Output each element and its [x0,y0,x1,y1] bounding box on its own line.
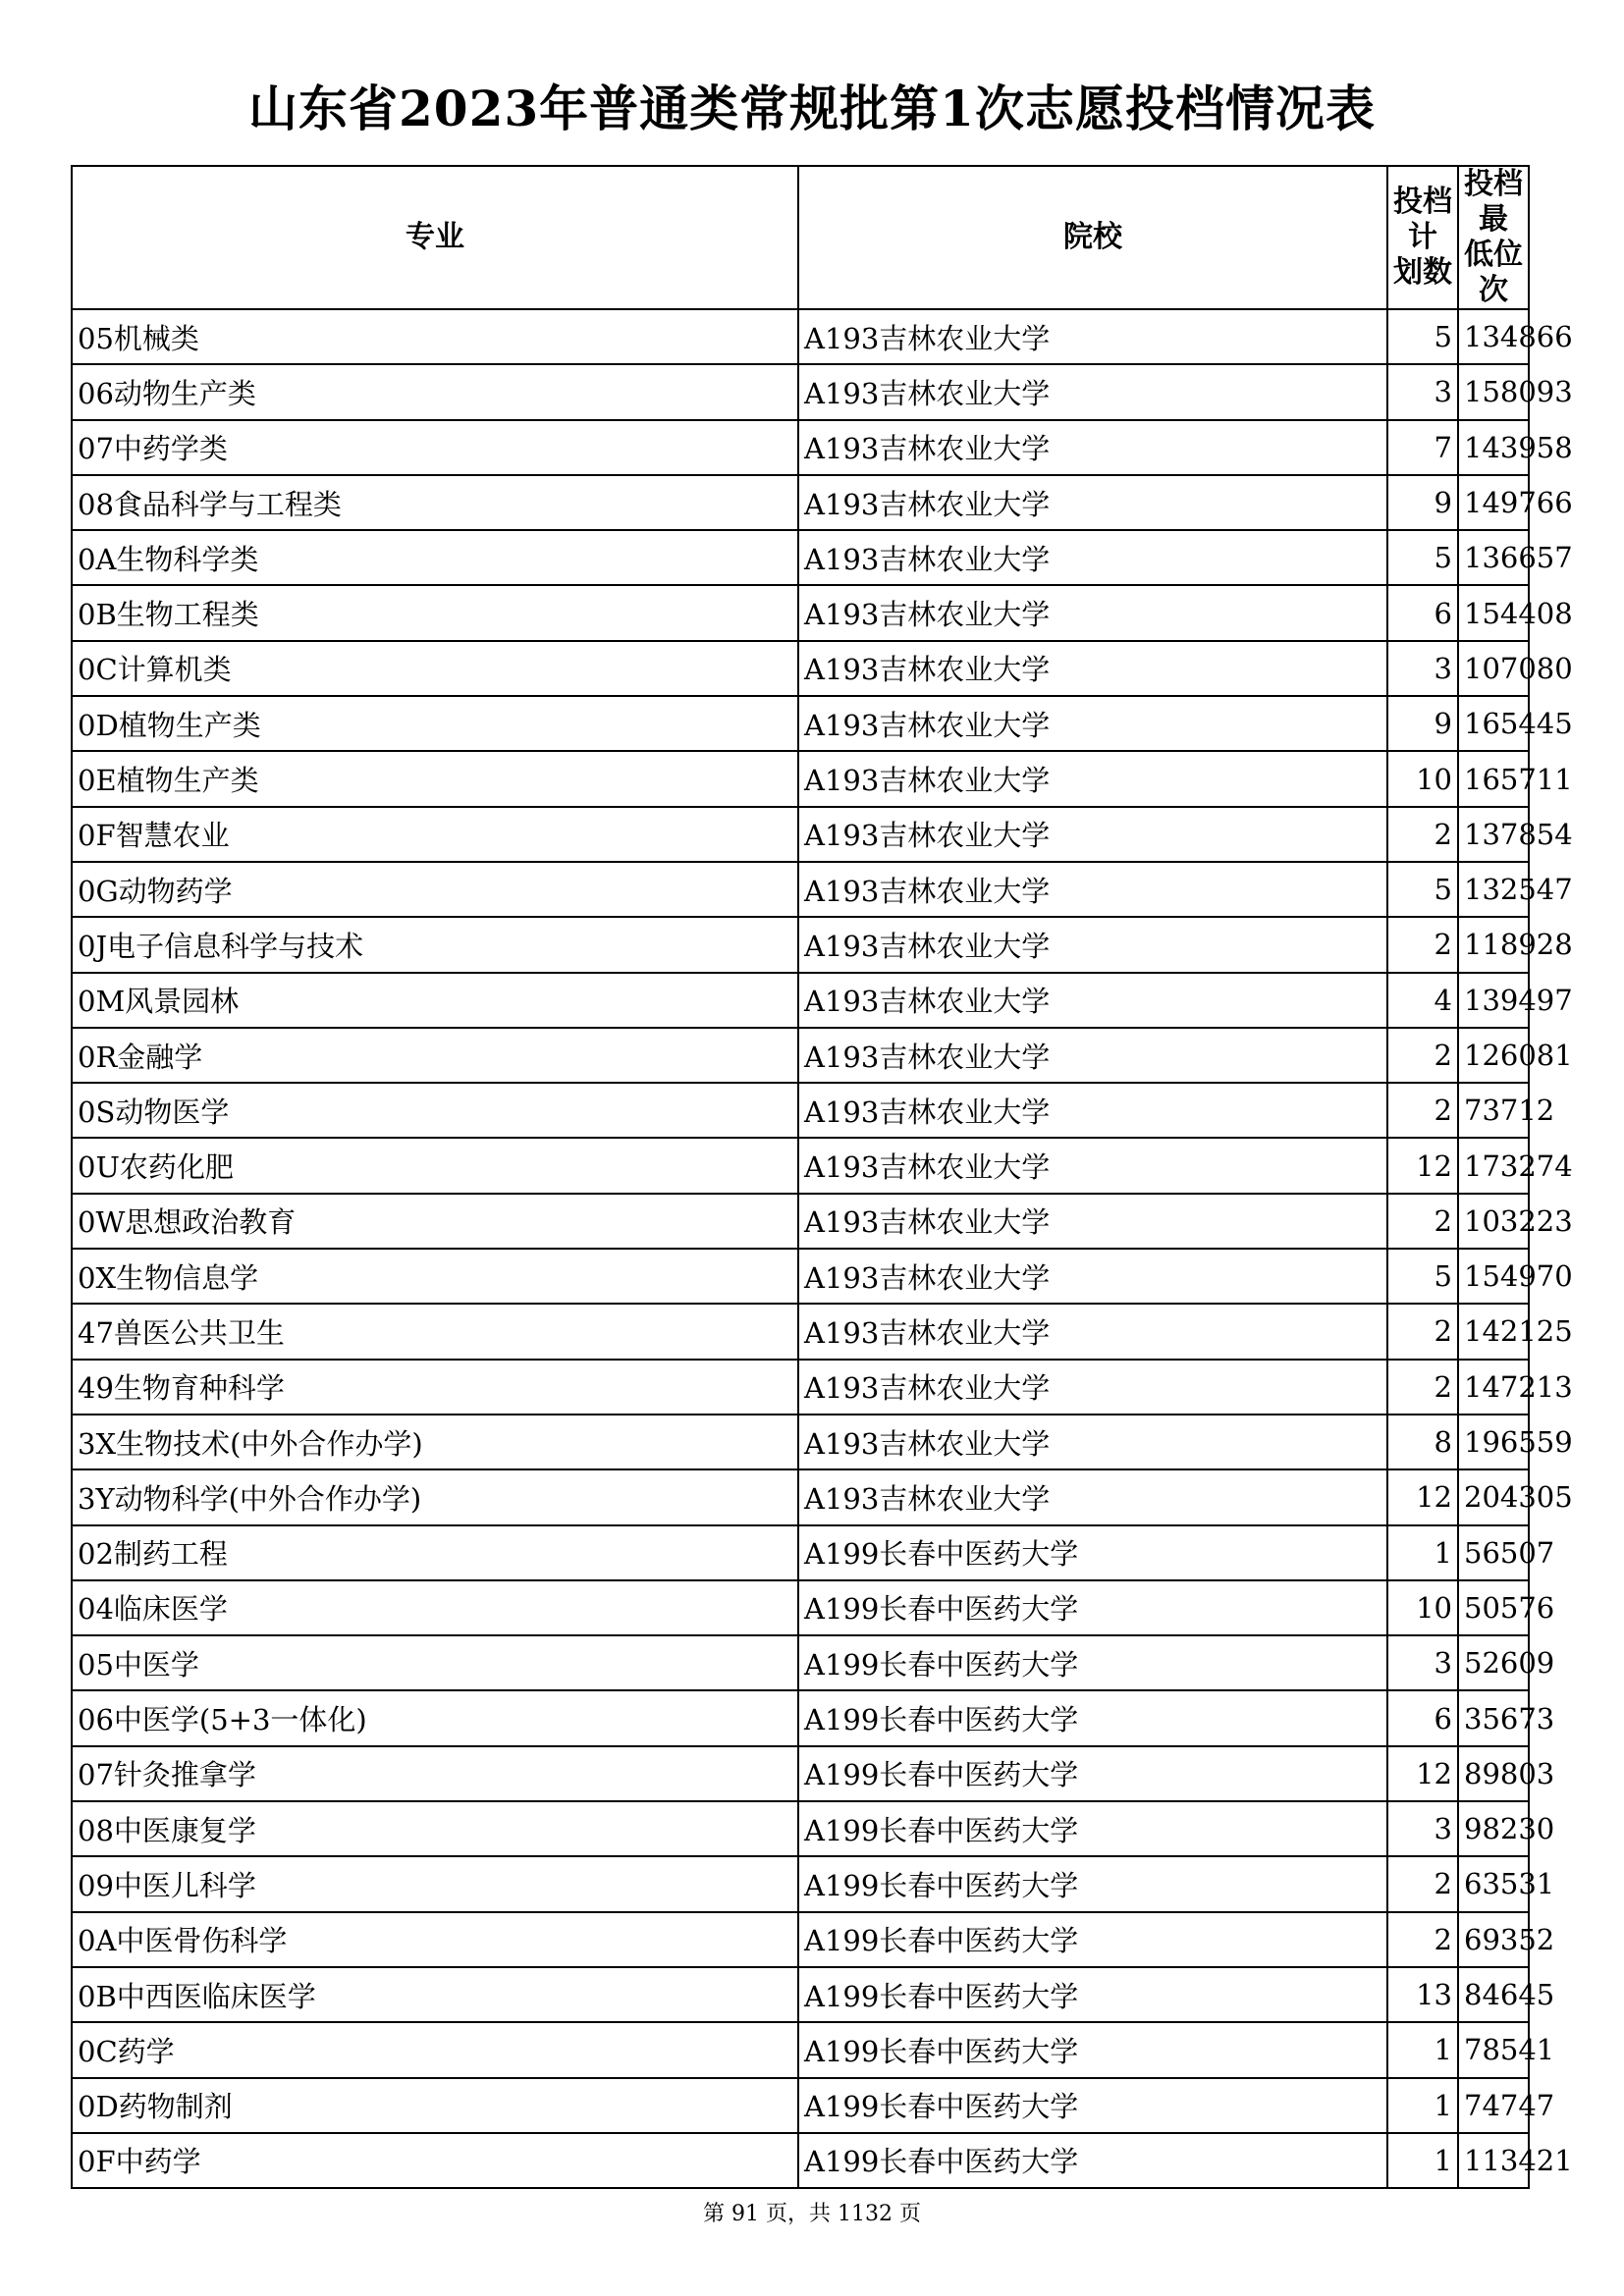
table-row [72,1580,1529,1635]
cell-major: 0B生物工程类 [72,585,798,640]
cell-plan: 4 [1387,973,1458,1028]
cell-school: A193吉林农业大学 [798,1083,1387,1138]
cell-plan: 2 [1387,807,1458,862]
cell-plan: 12 [1387,1469,1458,1524]
cell-plan: 5 [1387,309,1458,364]
cell-school: A199长春中医药大学 [798,1635,1387,1690]
cell-major: 0F智慧农业 [72,807,798,862]
cell-plan: 7 [1387,420,1458,475]
cell-plan: 2 [1387,1856,1458,1911]
cell-rank: 173274 [1458,1138,1529,1193]
cell-plan: 2 [1387,1912,1458,1967]
cell-school: A193吉林农业大学 [798,1194,1387,1249]
table-row [72,1801,1529,1856]
header-rank: 投档最 低位次 [1458,166,1529,309]
cell-plan: 10 [1387,1580,1458,1635]
cell-plan: 1 [1387,2078,1458,2133]
cell-school: A193吉林农业大学 [798,364,1387,419]
cell-major: 3Y动物科学(中外合作办学) [72,1469,798,1524]
cell-major: 0C计算机类 [72,641,798,696]
cell-rank: 142125 [1458,1304,1529,1359]
table-row [72,696,1529,751]
cell-school: A193吉林农业大学 [798,530,1387,585]
cell-school: A193吉林农业大学 [798,1360,1387,1415]
cell-major: 0J电子信息科学与技术 [72,917,798,972]
table-row [72,1967,1529,2022]
table-header-row [72,166,1529,309]
table-row [72,530,1529,585]
cell-rank: 165445 [1458,696,1529,751]
cell-school: A193吉林农业大学 [798,1138,1387,1193]
table-row [72,2078,1529,2133]
cell-plan: 2 [1387,1194,1458,1249]
cell-rank: 204305 [1458,1469,1529,1524]
cell-plan: 2 [1387,1304,1458,1359]
cell-plan: 6 [1387,1690,1458,1745]
cell-school: A199长春中医药大学 [798,1912,1387,1967]
cell-school: A193吉林农业大学 [798,751,1387,806]
cell-major: 02制药工程 [72,1525,798,1580]
cell-school: A199长春中医药大学 [798,1690,1387,1745]
cell-plan: 2 [1387,1360,1458,1415]
table-row [72,1194,1529,1249]
cell-plan: 9 [1387,696,1458,751]
table-body [72,309,1573,2188]
cell-major: 0D植物生产类 [72,696,798,751]
cell-plan: 6 [1387,585,1458,640]
table-row [72,364,1529,419]
cell-plan: 9 [1387,475,1458,530]
cell-rank: 139497 [1458,973,1529,1028]
cell-school: A199长春中医药大学 [798,1746,1387,1801]
cell-plan: 1 [1387,2133,1458,2188]
cell-school: A193吉林农业大学 [798,1249,1387,1304]
cell-rank: 154408 [1458,585,1529,640]
cell-plan: 3 [1387,1801,1458,1856]
admission-table [71,165,1573,2189]
cell-rank: 137854 [1458,807,1529,862]
cell-school: A193吉林农业大学 [798,696,1387,751]
cell-major: 08中医康复学 [72,1801,798,1856]
cell-rank: 35673 [1458,1690,1529,1745]
cell-rank: 132547 [1458,862,1529,917]
cell-rank: 134866 [1458,309,1529,364]
cell-major: 05中医学 [72,1635,798,1690]
cell-major: 0M风景园林 [72,973,798,1028]
cell-major: 49生物育种科学 [72,1360,798,1415]
table-row [72,420,1529,475]
table-row [72,1469,1529,1524]
table-row [72,862,1529,917]
cell-major: 07针灸推拿学 [72,1746,798,1801]
cell-major: 0C药学 [72,2022,798,2077]
table-row [72,1912,1529,1967]
table-row [72,917,1529,972]
cell-major: 0D药物制剂 [72,2078,798,2133]
table-row [72,2022,1529,2077]
table-row [72,1856,1529,1911]
cell-rank: 98230 [1458,1801,1529,1856]
cell-rank: 56507 [1458,1525,1529,1580]
table-row [72,1138,1529,1193]
cell-major: 0S动物医学 [72,1083,798,1138]
cell-major: 0B中西医临床医学 [72,1967,798,2022]
table-row [72,1525,1529,1580]
page-title: 山东省2023年普通类常规批第1次志愿投档情况表 [248,80,1376,137]
cell-school: A193吉林农业大学 [798,862,1387,917]
cell-school: A199长春中医药大学 [798,1801,1387,1856]
cell-school: A193吉林农业大学 [798,917,1387,972]
cell-plan: 3 [1387,364,1458,419]
cell-school: A199长春中医药大学 [798,1525,1387,1580]
cell-rank: 196559 [1458,1415,1529,1469]
cell-rank: 143958 [1458,420,1529,475]
cell-major: 07中药学类 [72,420,798,475]
cell-rank: 154970 [1458,1249,1529,1304]
cell-rank: 158093 [1458,364,1529,419]
cell-school: A193吉林农业大学 [798,420,1387,475]
table-row [72,973,1529,1028]
cell-major: 06中医学(5+3一体化) [72,1690,798,1745]
cell-school: A199长春中医药大学 [798,1967,1387,2022]
table-row [72,1746,1529,1801]
page-footer: 第 91 页，共 1132 页 [703,2202,921,2226]
cell-rank: 126081 [1458,1028,1529,1083]
cell-school: A193吉林农业大学 [798,807,1387,862]
cell-plan: 2 [1387,917,1458,972]
cell-plan: 3 [1387,641,1458,696]
cell-plan: 2 [1387,1083,1458,1138]
header-school: 院校 [798,166,1387,309]
table-row [72,1360,1529,1415]
table-row [72,1249,1529,1304]
cell-rank: 73712 [1458,1083,1529,1138]
cell-major: 04临床医学 [72,1580,798,1635]
cell-school: A199长春中医药大学 [798,2022,1387,2077]
cell-rank: 89803 [1458,1746,1529,1801]
cell-rank: 118928 [1458,917,1529,972]
cell-rank: 149766 [1458,475,1529,530]
cell-plan: 10 [1387,751,1458,806]
table-row [72,1304,1529,1359]
cell-plan: 2 [1387,1028,1458,1083]
cell-school: A193吉林农业大学 [798,1415,1387,1469]
table-row [72,585,1529,640]
cell-rank: 113421 [1458,2133,1529,2188]
cell-school: A199长春中医药大学 [798,1856,1387,1911]
table-row [72,309,1529,364]
cell-rank: 147213 [1458,1360,1529,1415]
cell-plan: 12 [1387,1746,1458,1801]
cell-major: 0F中药学 [72,2133,798,2188]
table-row [72,1083,1529,1138]
cell-school: A193吉林农业大学 [798,973,1387,1028]
cell-major: 3X生物技术(中外合作办学) [72,1415,798,1469]
cell-plan: 13 [1387,1967,1458,2022]
cell-major: 47兽医公共卫生 [72,1304,798,1359]
cell-major: 0U农药化肥 [72,1138,798,1193]
header-major: 专业 [72,166,798,309]
table-row [72,1635,1529,1690]
cell-rank: 50576 [1458,1580,1529,1635]
table-row [72,641,1529,696]
cell-school: A193吉林农业大学 [798,1028,1387,1083]
table-row [72,1028,1529,1083]
cell-rank: 78541 [1458,2022,1529,2077]
cell-rank: 165711 [1458,751,1529,806]
cell-school: A193吉林农业大学 [798,309,1387,364]
cell-plan: 1 [1387,2022,1458,2077]
cell-rank: 136657 [1458,530,1529,585]
cell-rank: 69352 [1458,1912,1529,1967]
cell-plan: 8 [1387,1415,1458,1469]
cell-school: A199长春中医药大学 [798,2133,1387,2188]
table-row [72,1415,1529,1469]
cell-rank: 63531 [1458,1856,1529,1911]
cell-major: 0R金融学 [72,1028,798,1083]
table-row [72,807,1529,862]
cell-major: 06动物生产类 [72,364,798,419]
cell-school: A199长春中医药大学 [798,1580,1387,1635]
cell-rank: 52609 [1458,1635,1529,1690]
table-row [72,1690,1529,1745]
cell-major: 08食品科学与工程类 [72,475,798,530]
cell-school: A193吉林农业大学 [798,475,1387,530]
cell-school: A193吉林农业大学 [798,1304,1387,1359]
cell-school: A199长春中医药大学 [798,2078,1387,2133]
table-row [72,751,1529,806]
cell-rank: 74747 [1458,2078,1529,2133]
cell-rank: 84645 [1458,1967,1529,2022]
cell-major: 0X生物信息学 [72,1249,798,1304]
cell-major: 0E植物生产类 [72,751,798,806]
cell-plan: 5 [1387,530,1458,585]
cell-major: 0A生物科学类 [72,530,798,585]
cell-rank: 103223 [1458,1194,1529,1249]
cell-plan: 5 [1387,862,1458,917]
cell-major: 0W思想政治教育 [72,1194,798,1249]
cell-major: 0A中医骨伤科学 [72,1912,798,1967]
cell-plan: 3 [1387,1635,1458,1690]
cell-school: A193吉林农业大学 [798,1469,1387,1524]
cell-major: 09中医儿科学 [72,1856,798,1911]
cell-school: A193吉林农业大学 [798,585,1387,640]
table-row [72,475,1529,530]
cell-plan: 5 [1387,1249,1458,1304]
cell-major: 0G动物药学 [72,862,798,917]
header-plan: 投档计 划数 [1387,166,1458,309]
cell-plan: 1 [1387,1525,1458,1580]
cell-school: A193吉林农业大学 [798,641,1387,696]
cell-major: 05机械类 [72,309,798,364]
cell-plan: 12 [1387,1138,1458,1193]
cell-rank: 107080 [1458,641,1529,696]
table-row [72,2133,1529,2188]
